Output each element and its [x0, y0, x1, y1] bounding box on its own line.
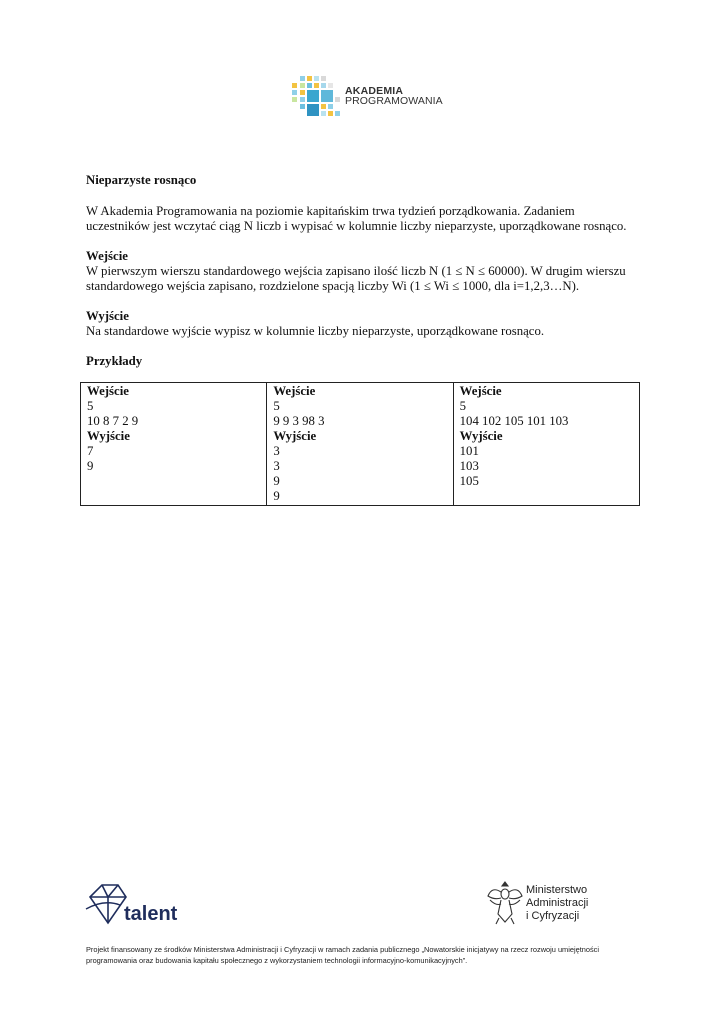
example-output-line: 7 [87, 444, 94, 458]
input-description-line-2: standardowego wejścia zapisano, rozdzielone spacją liczby Wi (1 ≤ Wi ≤ 1000, dla i=1,2,3…N). [86, 279, 580, 293]
example-cell-1 [81, 383, 267, 506]
logo-line-2: PROGRAMOWANIA [345, 95, 443, 107]
output-heading: Wyjście [86, 309, 129, 323]
example-input-label: Wejście [273, 384, 316, 398]
examples-row [81, 383, 640, 506]
footnote-line-1: Projekt finansowany ze środków Ministerstwa Administracji i Cyfryzacji w ramach zadania publicznego „Nowatorskie inicjatywy na rzecz rozwoju umiejętności [86, 945, 600, 954]
ministry-name-line: i Cyfryzacji [526, 910, 580, 922]
example-output-label: Wyjście [273, 429, 317, 443]
example-output-line: 3 [273, 444, 280, 458]
input-heading: Wejście [86, 249, 128, 263]
example-input-label: Wejście [459, 384, 502, 398]
logo-wordmark [345, 86, 443, 106]
example-output-line: 101 [459, 444, 479, 458]
example-input-line: 10 8 7 2 9 [87, 414, 139, 428]
task-title: Nieparzyste rosnąco [86, 173, 197, 187]
eagle-emblem-icon [486, 878, 524, 928]
example-output-label: Wyjście [459, 429, 503, 443]
example-input-line: 9 9 3 98 3 [273, 414, 325, 428]
talent-wordmark: talent [124, 903, 178, 925]
task-description-line-2: uczestników jest wczytać ciąg N liczb i wypisać w kolumnie liczby nieparzyste, uporządkowane rosnąco. [86, 219, 627, 233]
ministry-name-line: Ministerstwo [526, 884, 588, 896]
example-cell-3 [453, 383, 639, 506]
example-output-label: Wyjście [87, 429, 130, 443]
ministry-logo [486, 878, 606, 930]
example-input-line: 104 102 105 101 103 [459, 414, 569, 428]
example-input-line: 5 [87, 399, 94, 413]
task-description [86, 204, 646, 234]
mosaic-logo-icon [292, 76, 340, 120]
example-output-line: 103 [459, 459, 479, 473]
example-input-label: Wejście [87, 384, 129, 398]
example-output-line: 9 [87, 459, 94, 473]
example-output-line: 105 [459, 474, 479, 488]
input-description-line-1: W pierwszym wierszu standardowego wejścia zapisano ilość liczb N (1 ≤ N ≤ 60000). W drugim wierszu [86, 264, 626, 278]
example-output-line: 9 [273, 489, 280, 503]
ministry-name [526, 884, 588, 923]
ministry-name-line: Administracji [526, 897, 589, 909]
footnote-line-2: programowania oraz budowania kapitału społecznego z wykorzystaniem technologii informacyjno-komunikacyjnych”. [86, 956, 468, 965]
talent-logo [84, 879, 204, 929]
example-input-line: 5 [459, 399, 467, 413]
examples-heading: Przykłady [86, 354, 143, 368]
logo-line-1: AKADEMIA [345, 85, 404, 97]
task-description-line-1: W Akademia Programowania na poziomie kapitańskim trwa tydzień porządkowania. Zadaniem [86, 204, 575, 218]
example-cell-2 [267, 383, 453, 506]
examples-table [80, 382, 640, 506]
example-output-line: 3 [273, 459, 280, 473]
example-input-line: 5 [273, 399, 280, 413]
akademia-programowania-logo [292, 76, 452, 122]
funding-footnote [86, 944, 646, 966]
example-output-line: 9 [273, 474, 280, 488]
output-description: Na standardowe wyjście wypisz w kolumnie liczby nieparzyste, uporządkowane rosnąco. [86, 324, 545, 338]
input-description [86, 264, 646, 294]
